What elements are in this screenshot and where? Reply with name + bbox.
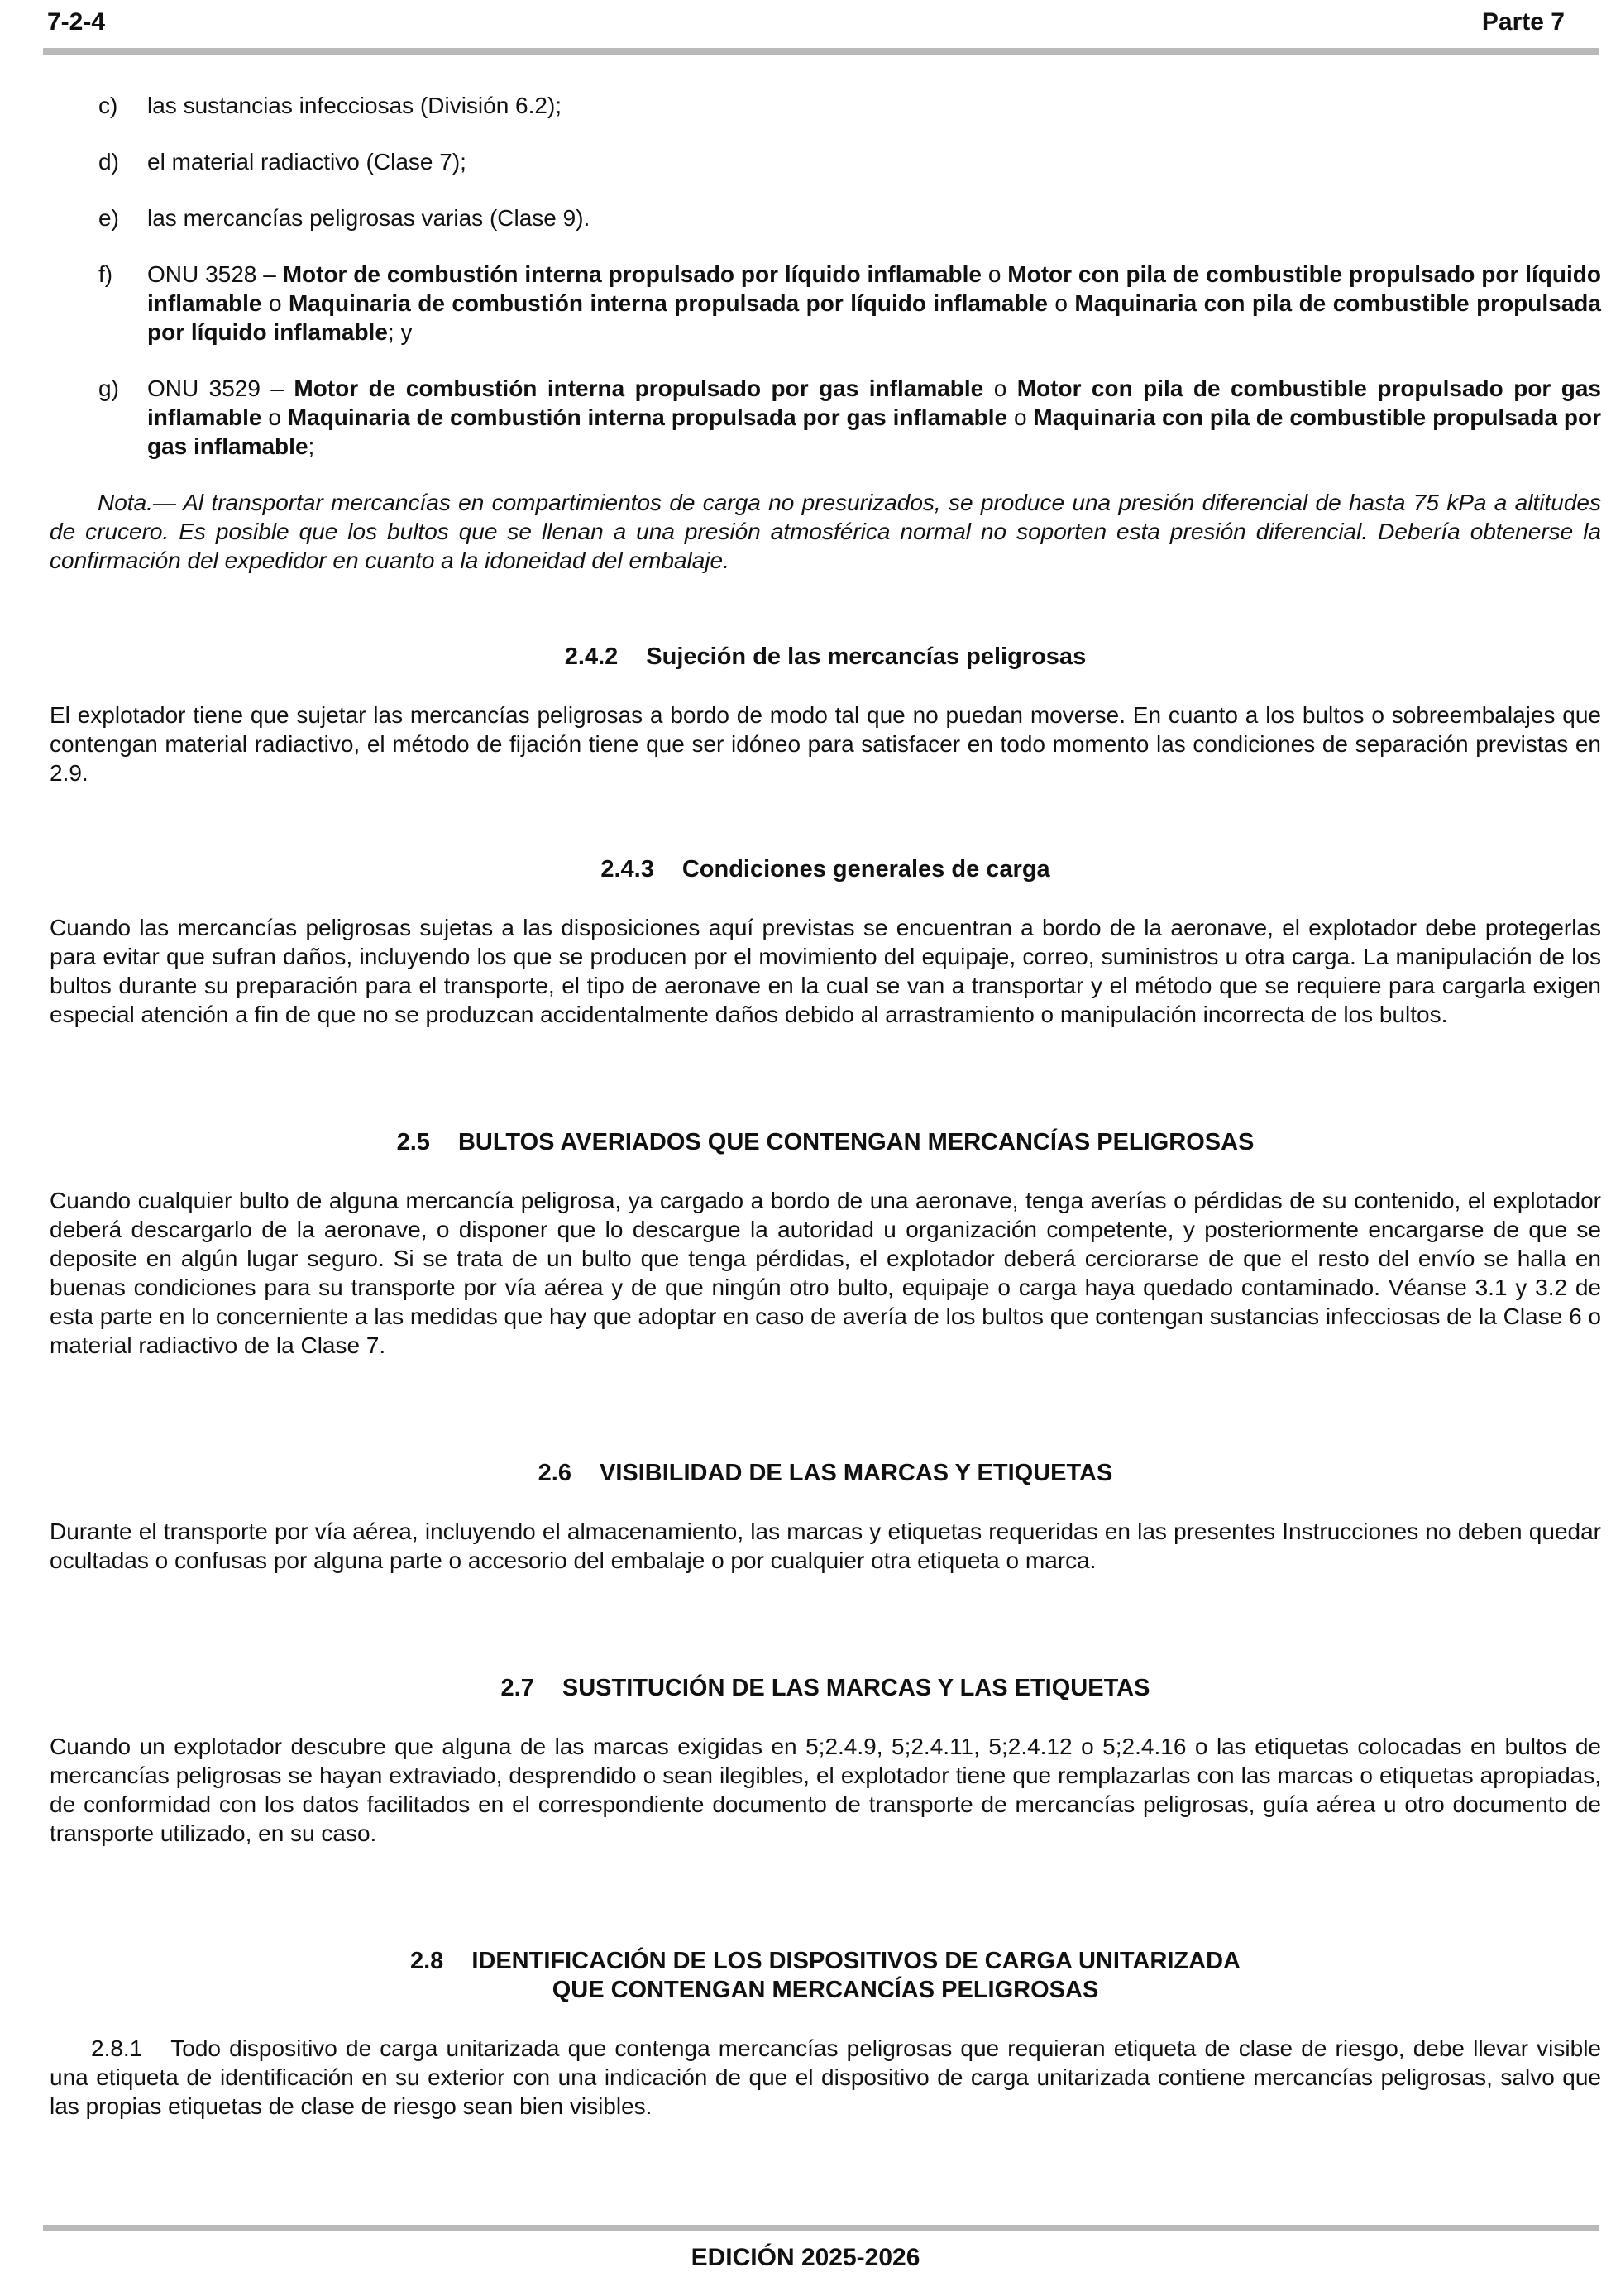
list-item-g <box>50 374 1601 461</box>
list-label: g) <box>98 375 119 401</box>
section-paragraph: Durante el transporte por vía aérea, incluyendo el almacenamiento, las marcas y etiquetas requeridas en las presentes Instrucciones no deben quedar ocultadas o confusas por alguna parte o accesorio del embalaje o por cualquier otra etiqueta o marca. <box>50 1519 1601 1573</box>
part-label: Parte 7 <box>1481 8 1565 36</box>
section-title-line-1: IDENTIFICACIÓN DE LOS DISPOSITIVOS DE CARGA UNITARIZADA <box>471 1948 1241 1974</box>
connector: o <box>261 290 289 316</box>
section-title: Condiciones generales de carga <box>681 856 1050 883</box>
section-title: VISIBILIDAD DE LAS MARCAS Y ETIQUETAS <box>599 1460 1113 1486</box>
un-number: ONU 3528 – <box>147 261 283 287</box>
list-label: c) <box>98 93 118 118</box>
section-number: 2.6 <box>538 1460 571 1486</box>
section-paragraph: Cuando las mercancías peligrosas sujetas a las disposiciones aquí previstas se encuentran a bordo de la aeronave, el explotador debe protegerlas para evitar que sufran daños, incluyendo los que se producen por el movimiento del equipaje, correo, suministros u otra carga. La manipulación de los bultos durante su preparación para el transporte, el tipo de aeronave en la cual se van a transportar y el método que se requiere para cargarla exigen especial atención a fin de que no se produzcan accidentalmente daños debido al arrastramiento o manipulación incorrecta de los bultos. <box>50 915 1601 1027</box>
paragraph-text: Todo dispositivo de carga unitarizada que contenga mercancías peligrosas que requieran etiqueta de clase de riesgo, debe llevar visible una etiqueta de identificación en su exterior con una indicación de que el dispositivo de carga unitarizada contiene mercancías peligrosas, salvo que las propias etiquetas de clase de riesgo sean bien visibles. <box>50 2035 1601 2119</box>
paragraph-number: 2.8.1 <box>91 2035 143 2061</box>
edition-footer: EDICIÓN 2025-2026 <box>691 2244 920 2271</box>
section-paragraph: El explotador tiene que sujetar las mercancías peligrosas a bordo de modo tal que no puedan moverse. En cuanto a los bultos o sobreembalajes que contengan material radiactivo, el método de fijación tiene que ser idóneo para satisfacer en todo momento las condiciones de separación previstas en 2.9. <box>50 702 1601 786</box>
connector: o <box>981 261 1008 287</box>
footer-rule <box>43 2225 1599 2231</box>
list-text: el material radiactivo (Clase 7); <box>147 149 466 175</box>
bold-term: Maquinaria de combustión interna propulsada por gas inflamable <box>287 404 1008 430</box>
header-rule <box>43 48 1599 55</box>
bold-term: Motor de combustión interna propulsado por gas inflamable <box>294 375 984 401</box>
section-title: Sujeción de las mercancías peligrosas <box>646 643 1087 670</box>
section-number: 2.7 <box>500 1675 534 1701</box>
document-body <box>50 91 1601 2121</box>
section-number: 2.5 <box>396 1129 430 1155</box>
list-text: las sustancias infecciosas (División 6.2); <box>147 93 562 118</box>
section-paragraph: Cuando cualquier bulto de alguna mercancía peligrosa, ya cargado a bordo de una aeronave, tenga averías o pérdidas de su contenido, el explotador deberá descargarlo de la aeronave, o disponer que lo descargue la autoridad u organización competente, y posteriormente encargarse de que se deposite en algún lugar seguro. Si se trata de un bulto que tenga pérdidas, el explotador deberá cerciorarse de que el resto del envío se halla en buenas condiciones para su transporte por vía aérea y de que ningún otro bulto, equipaje o carga haya quedado contaminado. Véanse 3.1 y 3.2 de esta parte en lo concerniente a las medidas que hay que adoptar en caso de avería de los bultos que contengan sustancias infecciosas de la Clase 6 o material radiactivo de la Clase 7. <box>50 1188 1601 1358</box>
bold-term: Motor de combustión interna propulsado por líquido inflamable <box>282 261 982 287</box>
section-number: 2.4.2 <box>564 643 619 670</box>
bold-term: Motor con pila de combustible propulsado por gas inflamable <box>147 375 1601 430</box>
list-item-f <box>50 260 1601 347</box>
list-label: e) <box>98 205 119 231</box>
bold-term: Maquinaria con pila de combustible propulsada por líquido inflamable <box>147 290 1601 345</box>
section-title: BULTOS AVERIADOS QUE CONTENGAN MERCANCÍAS PELIGROSAS <box>457 1129 1255 1155</box>
connector: ; <box>308 433 315 459</box>
note-paragraph: Nota.— Al transportar mercancías en compartimientos de carga no presurizados, se produce una presión diferencial de hasta 75 kPa a altitudes de crucero. Es posible que los bultos que se llenan a una presión atmosférica normal no soporten esta presión diferencial. Debería obtenerse la confirmación del expedidor en cuanto a la idoneidad del embalaje. <box>50 490 1601 573</box>
list-text <box>147 374 1601 461</box>
section-heading-2-5 <box>50 1128 1601 1157</box>
section-heading-2-6 <box>50 1459 1601 1488</box>
section-heading-2-4-3 <box>50 855 1601 884</box>
bold-term: Motor con pila de combustible propulsado por líquido inflamable <box>147 261 1601 316</box>
list-label: f) <box>98 261 113 287</box>
list-text <box>147 260 1601 347</box>
connector: o <box>1047 290 1075 316</box>
connector: o <box>983 375 1017 401</box>
un-number: ONU 3529 – <box>147 375 294 401</box>
connector: o <box>261 404 288 430</box>
section-title: SUSTITUCIÓN DE LAS MARCAS Y LAS ETIQUETAS <box>562 1675 1150 1701</box>
section-heading-2-8 <box>50 1947 1601 2005</box>
section-heading-2-4-2 <box>50 643 1601 672</box>
section-heading-2-7 <box>50 1674 1601 1703</box>
bold-term: Maquinaria de combustión interna propulsada por líquido inflamable <box>288 290 1048 316</box>
list-label: d) <box>98 149 119 175</box>
connector: ; y <box>387 319 413 345</box>
list-item-d <box>50 147 1601 176</box>
section-number: 2.4.3 <box>600 856 654 883</box>
section-paragraph: Cuando un explotador descubre que alguna de las marcas exigidas en 5;2.4.9, 5;2.4.11, 5;2.4.12 o 5;2.4.16 o las etiquetas colocadas en bultos de mercancías peligrosas se hayan extraviado, desprendido o sean ilegibles, el explotador tiene que remplazarlas con las marcas o etiquetas apropiadas, de conformidad con los datos facilitados en el correspondiente documento de transporte de mercancías peligrosas, guía aérea u otro documento de transporte utilizado, en su caso. <box>50 1734 1601 1846</box>
section-paragraph <box>50 2034 1601 2121</box>
bold-term: Maquinaria con pila de combustible propulsada por gas inflamable <box>147 404 1601 459</box>
section-number: 2.8 <box>410 1948 444 1974</box>
list-text: las mercancías peligrosas varias (Clase 9). <box>147 205 590 231</box>
list-item-e <box>50 203 1601 232</box>
section-title-line-2: QUE CONTENGAN MERCANCÍAS PELIGROSAS <box>552 1977 1099 2003</box>
connector: o <box>1007 404 1034 430</box>
page-number: 7-2-4 <box>47 8 106 36</box>
list-item-c <box>50 91 1601 120</box>
